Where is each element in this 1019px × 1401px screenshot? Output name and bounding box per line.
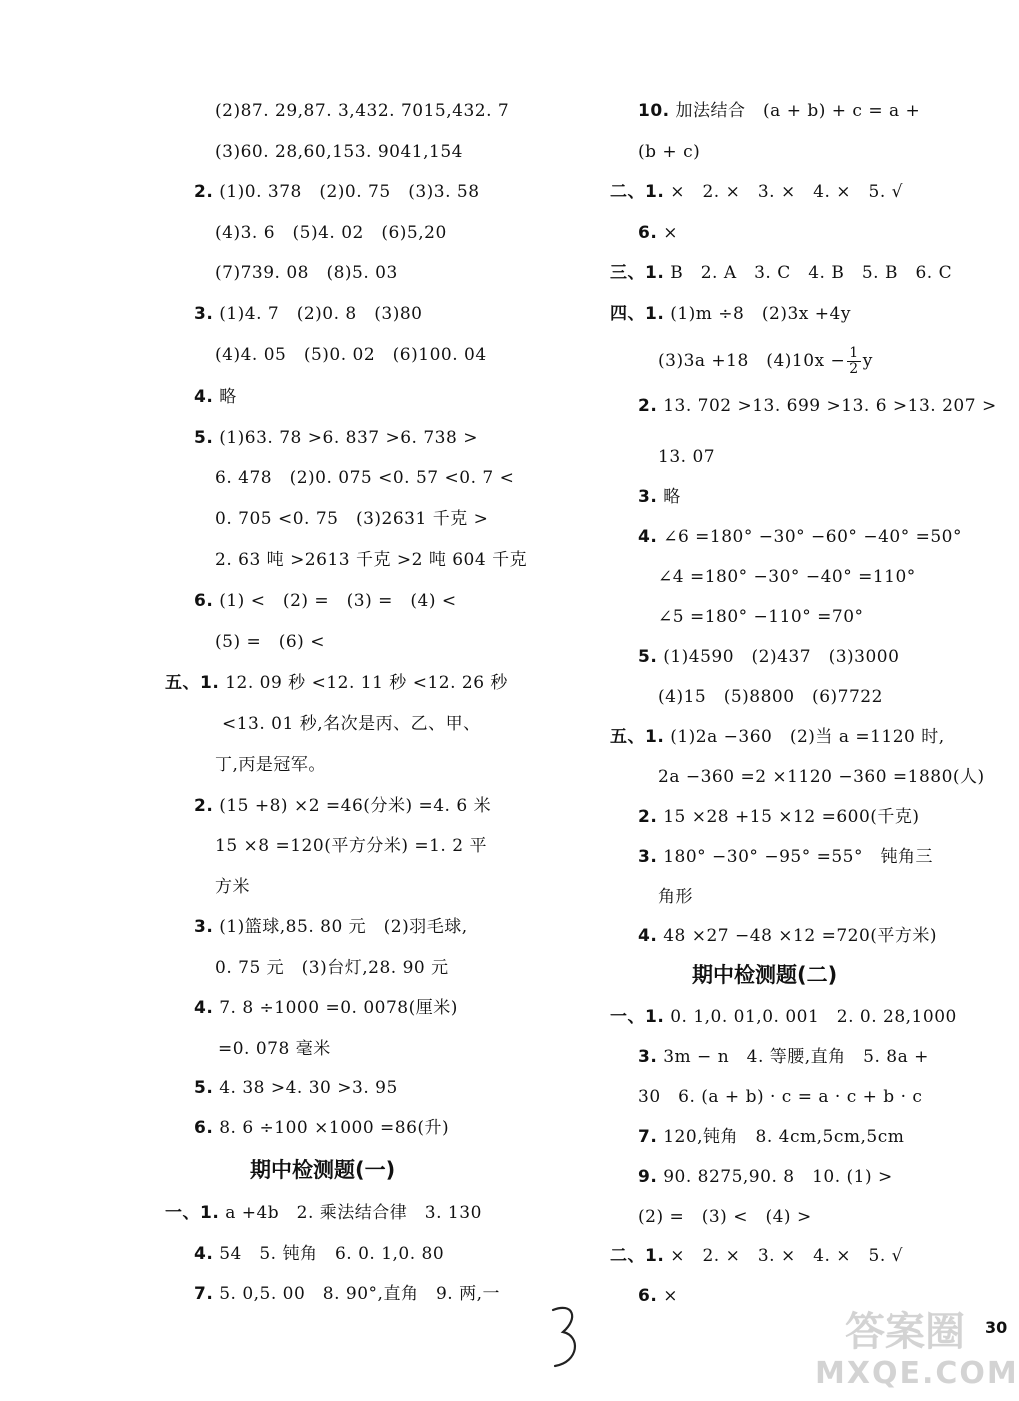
- answer-line: [218, 1038, 331, 1060]
- watermark-url-text: MXQE.COM: [815, 1356, 1019, 1391]
- item-number: 5.: [194, 428, 214, 448]
- answer-text: 54 5. 钝角 6. 0. 1,0. 80: [219, 1244, 445, 1264]
- answer-line: [194, 916, 468, 938]
- answer-text: 120,钝角 8. 4cm,5cm,5cm: [663, 1127, 905, 1147]
- item-number: 6.: [194, 591, 214, 611]
- answer-text: 15 ×28 +15 ×12 =600(千克): [663, 807, 920, 827]
- answer-line: [638, 1126, 904, 1148]
- item-number: 5.: [638, 647, 658, 667]
- answer-line: [194, 386, 237, 408]
- answer-line: [194, 1077, 398, 1099]
- answer-text: ×: [663, 1286, 678, 1306]
- answer-text: (3)60. 28,60,153. 9041,154: [215, 142, 463, 162]
- answer-line: [658, 606, 864, 628]
- answer-text: 加法结合 (a + b) + c = a +: [675, 101, 921, 121]
- answer-text: 角形: [658, 887, 693, 907]
- answer-text: (2)87. 29,87. 3,432. 7015,432. 7: [215, 101, 510, 121]
- handwritten-mark: [545, 1300, 585, 1380]
- answer-text: 略: [663, 487, 681, 507]
- answer-line: [658, 886, 693, 908]
- answer-line: [215, 222, 447, 244]
- answer-line: [610, 262, 952, 284]
- answer-text: ∠5 =180° −110° =70°: [658, 607, 864, 627]
- answer-line: [638, 1086, 922, 1108]
- answer-line: [658, 446, 715, 468]
- answer-line: [215, 262, 398, 284]
- answer-line: [610, 181, 903, 203]
- answer-text: (2) = (3) < (4) >: [638, 1207, 812, 1227]
- answer-line: [638, 141, 700, 163]
- page-number: 30: [985, 1318, 1008, 1337]
- answer-text: 7. 8 ÷1000 =0. 0078(厘米): [219, 998, 458, 1018]
- answer-text: ∠4 =180° −30° −40° =110°: [658, 567, 916, 587]
- item-number: 三、1.: [610, 263, 665, 283]
- answer-line: [638, 486, 681, 508]
- answer-text: 丁,丙是冠军。: [215, 755, 326, 775]
- answer-line: [194, 1117, 449, 1139]
- answer-text: × 2. × 3. × 4. × 5. √: [670, 1246, 904, 1266]
- answer-text: 2a −360 =2 ×1120 −360 =1880(人): [658, 767, 985, 787]
- answer-line: [215, 835, 487, 857]
- answer-text: ∠6 =180° −30° −60° −40° =50°: [663, 527, 962, 547]
- answer-line: [194, 1243, 444, 1265]
- answer-text: a +4b 2. 乘法结合律 3. 130: [225, 1203, 482, 1223]
- answer-text: 13. 07: [658, 447, 716, 467]
- answer-text: (7)739. 08 (8)5. 03: [215, 263, 398, 283]
- item-number: 6.: [638, 1286, 658, 1306]
- watermark-cn-text: 答案圈: [845, 1309, 965, 1355]
- item-number: 4.: [638, 926, 658, 946]
- answer-line: [194, 1283, 500, 1305]
- item-number: 6.: [194, 1118, 214, 1138]
- answer-line: [215, 631, 325, 653]
- answer-text: 3m − n 4. 等腰,直角 5. 8a +: [663, 1047, 929, 1067]
- answer-text: 8. 6 ÷100 ×1000 =86(升): [219, 1118, 450, 1138]
- item-number: 7.: [194, 1284, 214, 1304]
- item-number: 五、1.: [610, 727, 665, 747]
- answer-text: 略: [219, 387, 237, 407]
- answer-text: 30 6. (a + b) · c = a · c + b · c: [638, 1087, 923, 1107]
- answer-text: (15 +8) ×2 =46(分米) =4. 6 米: [219, 796, 492, 816]
- item-number: 6.: [638, 223, 658, 243]
- item-number: 四、1.: [610, 304, 665, 324]
- answer-line: [610, 1245, 903, 1267]
- answer-line: [610, 726, 945, 748]
- answer-text: (5) = (6) <: [215, 632, 325, 652]
- fraction-line-suffix: y: [862, 351, 873, 371]
- answer-line: [638, 1046, 929, 1068]
- fraction-denominator: 2: [849, 361, 859, 377]
- answer-text: 0. 75 元 (3)台灯,28. 90 元: [215, 958, 449, 978]
- answer-text: B 2. A 3. C 4. B 5. B 6. C: [670, 263, 953, 283]
- item-number: 2.: [638, 807, 658, 827]
- answer-line: [215, 100, 509, 122]
- answer-text: =0. 078 毫米: [218, 1039, 331, 1059]
- item-number: 10.: [638, 101, 670, 121]
- answer-line: [638, 646, 899, 668]
- answer-line: [658, 566, 916, 588]
- answer-line: [638, 1166, 893, 1188]
- answer-line: [638, 806, 920, 828]
- answer-text: 方米: [215, 877, 250, 897]
- answer-text: (1)m ÷8 (2)3x +4y: [670, 304, 851, 324]
- answer-line: [638, 526, 962, 548]
- fraction-numerator: 1: [849, 345, 859, 361]
- answer-text: (4)3. 6 (5)4. 02 (6)5,20: [215, 223, 447, 243]
- answer-text: 12. 09 秒 <12. 11 秒 <12. 26 秒: [225, 673, 508, 693]
- answer-line: [215, 754, 326, 776]
- answer-line: [638, 395, 997, 417]
- fraction-answer-line: [658, 346, 873, 377]
- answer-text: 4. 38 >4. 30 >3. 95: [219, 1078, 398, 1098]
- answer-line: [194, 427, 478, 449]
- answer-line: [165, 1202, 482, 1224]
- answer-text: (b + c): [638, 142, 701, 162]
- answer-text: 0. 705 <0. 75 (3)2631 千克 >: [215, 509, 489, 529]
- answer-text: (4)15 (5)8800 (6)7722: [658, 687, 883, 707]
- answer-text: 180° −30° −95° =55° 钝角三: [663, 847, 933, 867]
- item-number: 3.: [194, 304, 214, 324]
- fraction: [847, 346, 860, 377]
- answer-text: <13. 01 秒,名次是丙、乙、甲、: [222, 714, 481, 734]
- item-number: 2.: [194, 796, 214, 816]
- answer-text: (1)0. 378 (2)0. 75 (3)3. 58: [219, 182, 480, 202]
- item-number: 五、1.: [165, 673, 220, 693]
- answer-line: [194, 181, 480, 203]
- answer-line: [215, 344, 487, 366]
- item-number: 4.: [194, 387, 214, 407]
- item-number: 3.: [638, 847, 658, 867]
- answer-line: [638, 222, 678, 244]
- answer-line: [194, 997, 458, 1019]
- answer-line: [658, 766, 985, 788]
- answer-line: [165, 672, 508, 694]
- fraction-line-prefix: (3)3a +18 (4)10x −: [658, 351, 846, 371]
- item-number: 一、1.: [165, 1203, 220, 1223]
- answer-text: 0. 1,0. 01,0. 001 2. 0. 28,1000: [670, 1007, 957, 1027]
- item-number: 4.: [194, 1244, 214, 1264]
- answer-text: (1) < (2) = (3) = (4) <: [219, 591, 457, 611]
- section-heading-midterm-1: 期中检测题(一): [250, 1158, 396, 1182]
- item-number: 二、1.: [610, 182, 665, 202]
- item-number: 3.: [638, 1047, 658, 1067]
- answer-line: [215, 508, 488, 530]
- answer-line: [194, 303, 422, 325]
- section-heading-midterm-2: 期中检测题(二): [692, 963, 838, 987]
- answer-text: 13. 702 >13. 699 >13. 6 >13. 207 >: [663, 396, 997, 416]
- answer-line: [215, 957, 449, 979]
- answer-text: × 2. × 3. × 4. × 5. √: [670, 182, 904, 202]
- answer-text: 15 ×8 =120(平方分米) =1. 2 平: [215, 836, 487, 856]
- answer-text: (1)63. 78 >6. 837 >6. 738 >: [219, 428, 478, 448]
- answer-text: (4)4. 05 (5)0. 02 (6)100. 04: [215, 345, 487, 365]
- item-number: 二、1.: [610, 1246, 665, 1266]
- answer-line: [222, 713, 481, 735]
- answer-text: (1)2a −360 (2)当 a =1120 时,: [670, 727, 945, 747]
- item-number: 4.: [638, 527, 658, 547]
- answer-text: 2. 63 吨 >2613 千克 >2 吨 604 千克: [215, 550, 528, 570]
- answer-text: (1)4590 (2)437 (3)3000: [663, 647, 900, 667]
- answer-line: [610, 303, 851, 325]
- item-number: 4.: [194, 998, 214, 1018]
- item-number: 5.: [194, 1078, 214, 1098]
- answer-line: [610, 1006, 957, 1028]
- item-number: 一、1.: [610, 1007, 665, 1027]
- answer-line: [638, 925, 937, 947]
- answer-text: (1)4. 7 (2)0. 8 (3)80: [219, 304, 423, 324]
- answer-line: [638, 1285, 678, 1307]
- answer-line: [638, 100, 920, 122]
- answer-line: [215, 876, 250, 898]
- answer-line: [638, 1206, 812, 1228]
- answer-text: ×: [663, 223, 678, 243]
- answer-text: (1)篮球,85. 80 元 (2)羽毛球,: [219, 917, 468, 937]
- answer-text: 48 ×27 −48 ×12 =720(平方米): [663, 926, 938, 946]
- answer-line: [215, 549, 527, 571]
- item-number: 3.: [194, 917, 214, 937]
- answer-line: [638, 846, 933, 868]
- answer-line: [658, 686, 883, 708]
- answer-line: [194, 795, 491, 817]
- item-number: 7.: [638, 1127, 658, 1147]
- answer-line: [194, 590, 457, 612]
- answer-text: 5. 0,5. 00 8. 90°,直角 9. 两,一: [219, 1284, 500, 1304]
- item-number: 9.: [638, 1167, 658, 1187]
- answer-line: [215, 467, 514, 489]
- answer-text: 6. 478 (2)0. 075 <0. 57 <0. 7 <: [215, 468, 515, 488]
- answer-text: 90. 8275,90. 8 10. (1) >: [663, 1167, 893, 1187]
- item-number: 2.: [638, 396, 658, 416]
- answer-line: [215, 141, 463, 163]
- item-number: 2.: [194, 182, 214, 202]
- item-number: 3.: [638, 487, 658, 507]
